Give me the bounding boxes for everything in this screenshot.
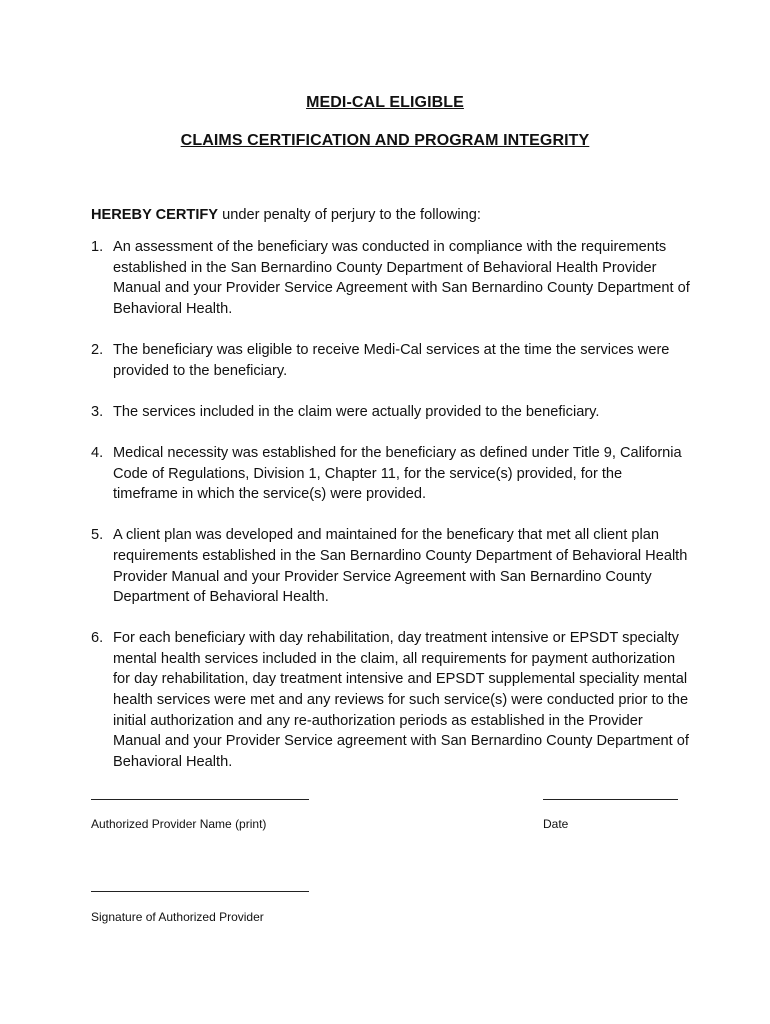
list-item-number: 4. — [91, 444, 104, 461]
list-item — [91, 402, 691, 423]
list-item-number: 1. — [91, 239, 104, 255]
list-item — [91, 525, 691, 607]
certification-intro — [91, 205, 691, 225]
provider-name-label: Authorized Provider Name (print) — [91, 817, 267, 831]
list-item-number: 2. — [91, 341, 104, 358]
date-line[interactable] — [543, 799, 678, 800]
list-item-text: The services included in the claim were actually provided to the beneficiary. — [113, 403, 600, 420]
list-item — [91, 237, 691, 319]
list-item — [91, 443, 691, 505]
document-title: MEDI-CAL ELIGIBLE — [306, 94, 464, 111]
document-subtitle: CLAIMS CERTIFICATION AND PROGRAM INTEGRITY — [180, 132, 590, 149]
intro-bold-text: HEREBY CERTIFY — [91, 207, 219, 223]
provider-name-line[interactable] — [91, 799, 309, 800]
list-item-number: 6. — [91, 630, 104, 647]
intro-text: under penalty of perjury to the following: — [218, 207, 481, 223]
list-item-text: An assessment of the beneficiary was conducted in compliance with the requirements established in the San Bernardino County Department of Behavioral Health Provider Manual and your Provider Service Agreement with San Bernardino County Department of Behavioral Health. — [113, 239, 690, 317]
list-item-text: Medical necessity was established for the beneficiary as defined under Title 9, California Code of Regulations, Division 1, Chapter 11, for the service(s) provided, for the timeframe in which the service(s) were provided. — [113, 444, 682, 503]
list-item-number: 3. — [91, 403, 104, 420]
date-label: Date — [543, 817, 569, 831]
list-item — [91, 628, 691, 772]
signature-line[interactable] — [91, 891, 309, 892]
list-item-text: The beneficiary was eligible to receive Medi-Cal services at the time the services were provided to the beneficiary. — [113, 341, 670, 379]
list-item — [91, 340, 691, 381]
list-item-text: For each beneficiary with day rehabilitation, day treatment intensive or EPSDT specialty mental health services included in the claim, all requirements for payment authorization for day rehabilitation, day treatment intensive and EPSDT supplemental speciality mental health services were met and any reviews for such service(s) were conducted prior to the initial authorization and any re-authorization periods as established in the Provider Manual and your Provider Service agreement with San Bernardino County Department of Behavioral Health. — [113, 630, 689, 770]
list-item-text: A client plan was developed and maintained for the beneficary that met all client plan requirements established in the San Bernardino County Department of Behavioral Health Provider Manual and your Provider Service Agreement with San Bernardino County Department of Behavioral Health. — [113, 527, 688, 606]
signature-label: Signature of Authorized Provider — [91, 910, 264, 924]
certification-list — [91, 237, 691, 793]
list-item-number: 5. — [91, 527, 104, 544]
